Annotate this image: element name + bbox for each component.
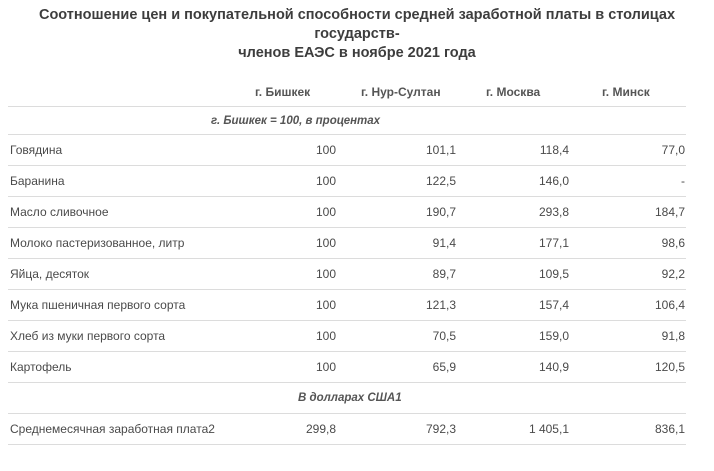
row-name: Баранина	[8, 166, 240, 197]
cell-nur-sultan: 190,7	[339, 197, 456, 228]
cell-bishkek: 100	[240, 352, 339, 383]
table-row	[8, 259, 686, 290]
row-name: Картофель	[8, 352, 240, 383]
table-row	[8, 135, 686, 166]
table-row	[8, 321, 686, 352]
row-name: Яйца, десяток	[8, 259, 240, 290]
cell-moscow: 157,4	[456, 290, 569, 321]
cell-minsk: 91,8	[569, 321, 686, 352]
cell-nur-sultan: 121,3	[339, 290, 456, 321]
row-name: Хлеб из муки первого сорта	[8, 321, 240, 352]
title-line-1: Соотношение цен и покупательной способности средней заработной платы в столицах государств-	[38, 7, 676, 42]
table-row	[8, 228, 686, 259]
header-empty	[8, 77, 240, 107]
row-name: Мука пшеничная первого сорта	[8, 290, 240, 321]
cell-minsk: 184,7	[569, 197, 686, 228]
section-label-usd: В долларах США1	[8, 383, 686, 414]
cell-bishkek: 299,8	[240, 414, 339, 445]
cell-moscow: 1 405,1	[456, 414, 569, 445]
cell-moscow: 293,8	[456, 197, 569, 228]
cell-moscow: 140,9	[456, 352, 569, 383]
cell-minsk: 77,0	[569, 135, 686, 166]
section-label-percent: г. Бишкек = 100, в процентах	[8, 107, 686, 135]
header-minsk: г. Минск	[569, 77, 686, 107]
cell-moscow: 159,0	[456, 321, 569, 352]
row-name: Масло сливочное	[8, 197, 240, 228]
cell-moscow: 109,5	[456, 259, 569, 290]
table-row	[8, 352, 686, 383]
row-name: Молоко пастеризованное, литр	[8, 228, 240, 259]
table-row	[8, 290, 686, 321]
section-row-usd	[8, 383, 686, 414]
cell-bishkek: 100	[240, 166, 339, 197]
row-name: Среднемесячная заработная плата2	[8, 414, 240, 445]
cell-minsk: 98,6	[569, 228, 686, 259]
cell-moscow: 146,0	[456, 166, 569, 197]
salary-row	[8, 414, 686, 445]
title-line-2: членов ЕАЭС в ноябре 2021 года	[238, 45, 476, 61]
cell-nur-sultan: 89,7	[339, 259, 456, 290]
cell-bishkek: 100	[240, 228, 339, 259]
cell-minsk: -	[569, 166, 686, 197]
cell-nur-sultan: 91,4	[339, 228, 456, 259]
price-comparison-table	[8, 77, 686, 445]
cell-moscow: 177,1	[456, 228, 569, 259]
table-row	[8, 197, 686, 228]
cell-nur-sultan: 792,3	[339, 414, 456, 445]
cell-minsk: 92,2	[569, 259, 686, 290]
cell-bishkek: 100	[240, 259, 339, 290]
cell-nur-sultan: 65,9	[339, 352, 456, 383]
cell-nur-sultan: 101,1	[339, 135, 456, 166]
page-title	[0, 6, 714, 63]
cell-bishkek: 100	[240, 321, 339, 352]
cell-nur-sultan: 70,5	[339, 321, 456, 352]
section-row-percent	[8, 107, 686, 135]
cell-minsk: 836,1	[569, 414, 686, 445]
cell-bishkek: 100	[240, 290, 339, 321]
table-row	[8, 166, 686, 197]
cell-bishkek: 100	[240, 197, 339, 228]
cell-nur-sultan: 122,5	[339, 166, 456, 197]
table-header-row	[8, 77, 686, 107]
cell-moscow: 118,4	[456, 135, 569, 166]
row-name: Говядина	[8, 135, 240, 166]
cell-bishkek: 100	[240, 135, 339, 166]
cell-minsk: 106,4	[569, 290, 686, 321]
header-nur-sultan: г. Нур-Султан	[339, 77, 456, 107]
cell-minsk: 120,5	[569, 352, 686, 383]
header-moscow: г. Москва	[456, 77, 569, 107]
header-bishkek: г. Бишкек	[240, 77, 339, 107]
